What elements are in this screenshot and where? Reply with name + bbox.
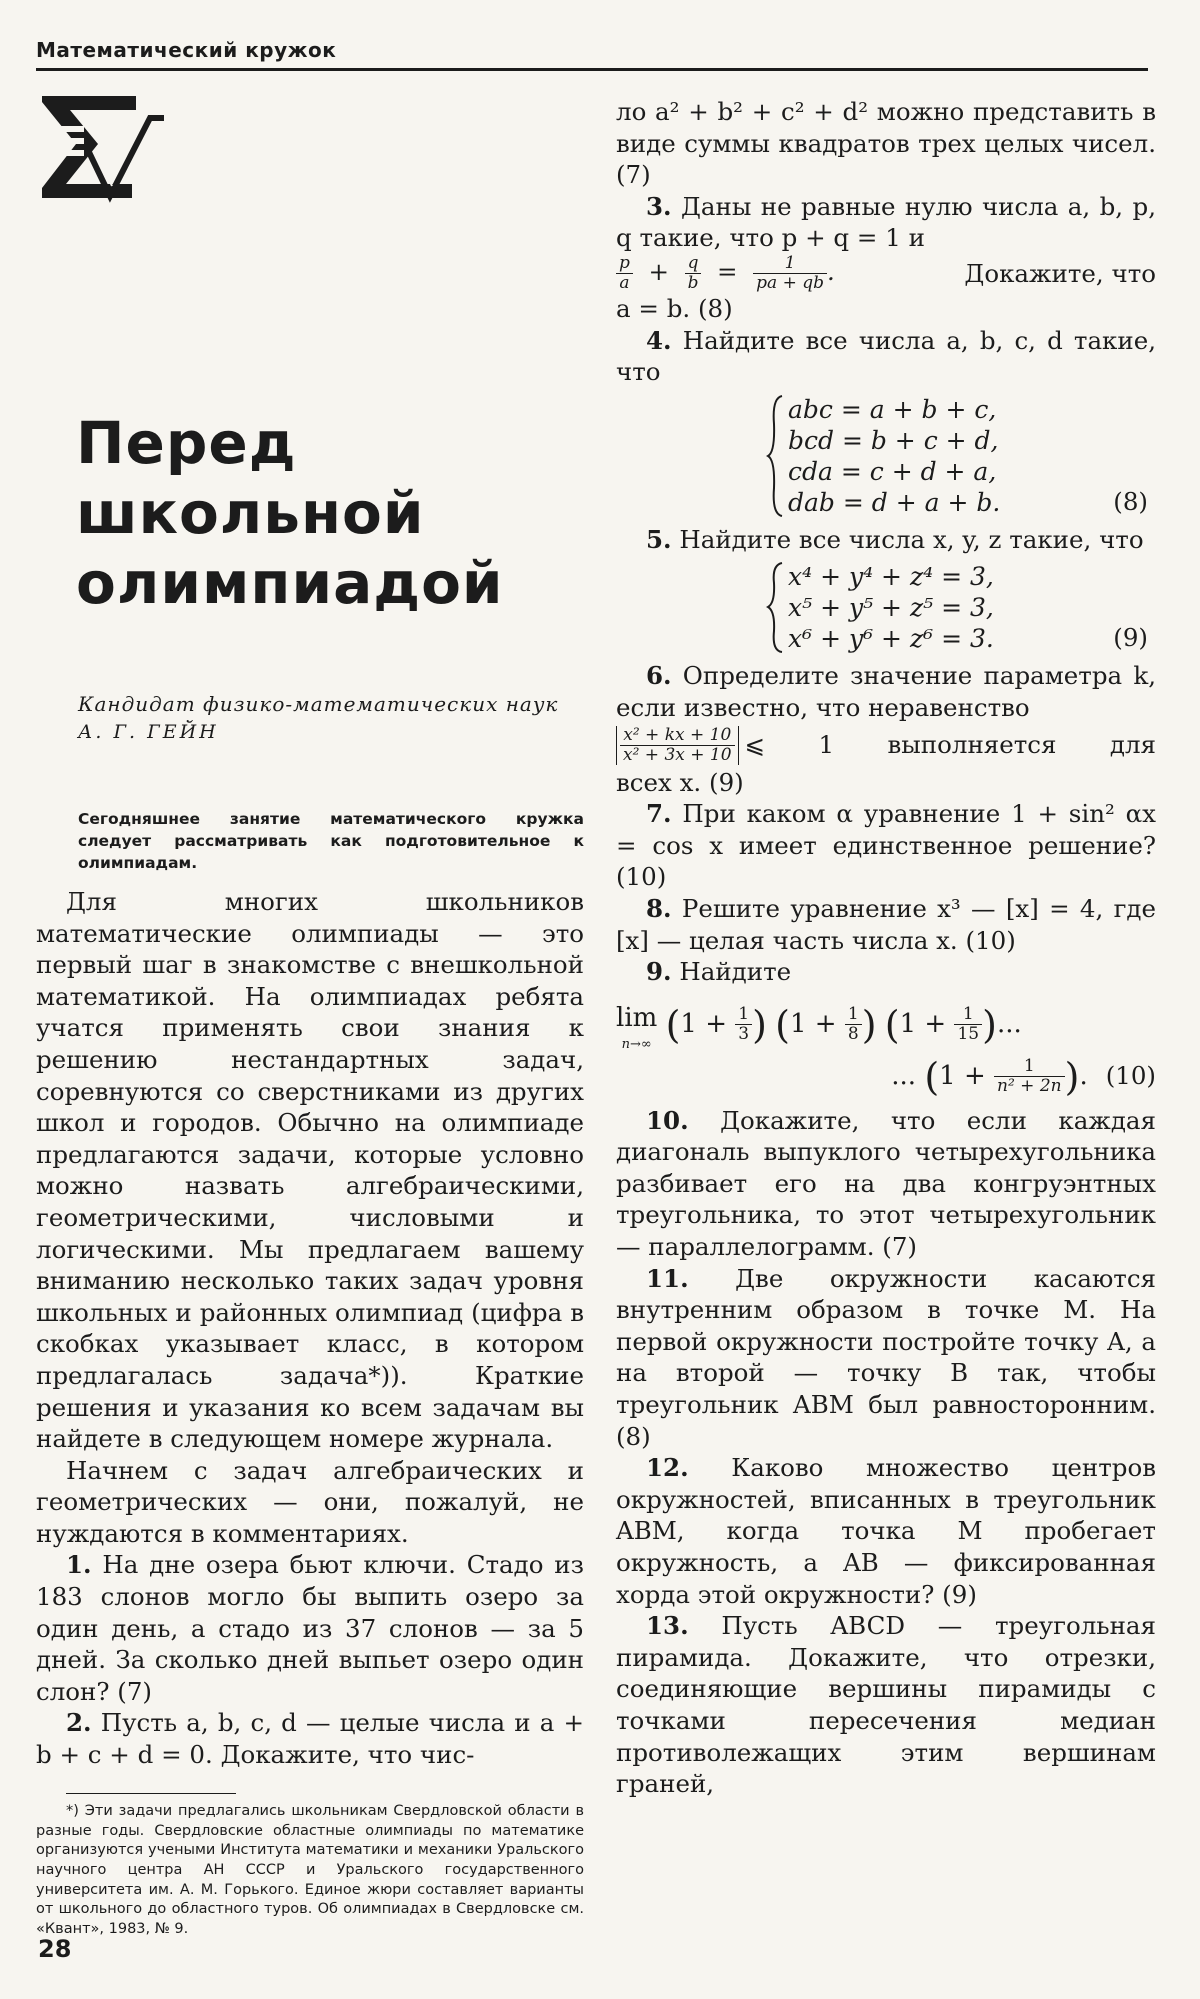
problem-12-text: Каково множество центров окружностей, вписанных в треугольник ABM, когда точка M пробегает окружность, а AB — фиксированная хорда этой окружности? (9) bbox=[616, 1453, 1157, 1609]
problem-10-number: 10. bbox=[646, 1105, 689, 1135]
frac-1-over-pa-qb: $\frac{1}{pa + qb}$ bbox=[753, 254, 827, 293]
problem-3-formula: $\frac{p}{a}$ + $\frac{q}{b}$ = $\frac{1}{pa + qb}$ . Докажите, что bbox=[616, 254, 1156, 293]
problem-6-formula bbox=[616, 726, 1156, 765]
title-line-2: олимпиадой bbox=[76, 549, 504, 617]
system-line: abc = a + b + c, bbox=[788, 394, 997, 424]
problem-12-number: 12. bbox=[646, 1453, 689, 1483]
footnote: *) Эти задачи предлагались школьникам Свердловской области в разные годы. Свердловские областные олимпиады по математике организуются учеными Института математики и механики Уральского научного центра АН СССР и Уральского государственного университета им. А. М. Горького. Единое жюри составляет варианты от школьного до областного туров. Об олимпиадах в Свердловске см. «Квант», 1983, № 9. bbox=[36, 1803, 584, 1937]
problem-10-text: Докажите, что если каждая диагональ выпуклого четырехугольника разбивает его на два конгруэнтных треугольника, то этот четырехугольник — параллелограмм. (7) bbox=[616, 1105, 1156, 1262]
problem-13-text: Пусть ABCD — треугольная пирамида. Докажите, что отрезки, соединяющие вершины пирамиды с точками пересечения медиан противолежащих этим вершинам граней, bbox=[616, 1611, 1156, 1799]
problem-5 bbox=[616, 524, 1156, 556]
problem-1-number: 1. bbox=[66, 1550, 92, 1580]
system-line: cda = c + d + a, bbox=[788, 456, 997, 486]
intro-paragraph-2: Начнем с задач алгебраических и геометрических — они, пожалуй, не нуждаются в комментариях. bbox=[36, 1455, 584, 1548]
problem-4-system bbox=[616, 394, 1156, 518]
problem-3-text-a: Даны не равные нулю числа a, b, p, q такие, что p + q = 1 и bbox=[616, 191, 1156, 253]
problem-9 bbox=[616, 956, 1156, 988]
system-line: x⁶ + y⁶ + z⁶ = 3. bbox=[788, 624, 994, 654]
lim-operator: lim n→∞ bbox=[616, 1002, 658, 1052]
problem-4 bbox=[616, 325, 1156, 388]
problem-7-number: 7. bbox=[646, 799, 672, 829]
intro-paragraph-1: Для многих школьников математические олимпиады — это первый шаг в знакомстве с внешкольной математикой. На олимпиадах ребята учатся применять свои знания к решению нестандартных задач, соревнуются со сверстниками из других школ и городов. Обычно на олимпиаде предлагаются задачи, которые условно можно назвать алгебраическими, геометрическими, числовыми и логическими. Мы предлагаем вашему вниманию несколько таких задач уровня школьных и районных олимпиад (цифра в скобках указывает класс, в котором предлагалась задача*)). Краткие решения и указания ко всем задачам вы найдете в следующем номере журнала. bbox=[36, 887, 584, 1454]
brace-icon bbox=[766, 561, 784, 654]
problem-8-text: Решите уравнение x³ — [x] = 4, где [x] — целая часть числа x. (10) bbox=[616, 893, 1156, 955]
lead-paragraph: Сегодняшнее занятие математического кружка следует рассматривать как подготовительное к олимпиадам. bbox=[78, 810, 584, 872]
problem-3 bbox=[616, 191, 1156, 254]
footnote-rule bbox=[66, 1793, 236, 1795]
problem-12 bbox=[616, 1452, 1156, 1610]
problem-5-number: 5. bbox=[646, 524, 672, 554]
problem-2-text-b: ло a² + b² + c² + d² можно представить в виде суммы квадратов трех целых чисел. (7) bbox=[616, 97, 1156, 190]
problem-7-text: При каком α уравнение 1 + sin² αx = cos x имеет единственное решение? (10) bbox=[616, 799, 1156, 892]
problem-8 bbox=[616, 893, 1156, 956]
system-line: bcd = b + c + d, bbox=[788, 425, 999, 455]
header-rule bbox=[36, 68, 1148, 71]
problem-6-number: 6. bbox=[646, 661, 672, 691]
problem-9-text: Найдите bbox=[679, 957, 792, 987]
problem-9-limit-tail: ... (1 + $\frac{1}{\text{n² + 2n}}$ ). (10) bbox=[891, 1054, 1156, 1099]
author-name: А. Г. ГЕЙН bbox=[78, 721, 219, 743]
problem-4-number: 4. bbox=[646, 325, 672, 355]
problem-11-number: 11. bbox=[646, 1263, 689, 1293]
right-column bbox=[616, 96, 1156, 1800]
problem-9-limit: lim n→∞ (1 + $\frac{1}{3}$ ) (1 + $\frac{1}{8}$ ) (1 + $\frac{1}{15}$ )... bbox=[616, 998, 1156, 1052]
page-number: 28 bbox=[38, 1935, 72, 1963]
problem-6 bbox=[616, 660, 1156, 723]
problem-5-text: Найдите все числа x, y, z такие, что bbox=[679, 524, 1144, 554]
problem-6-text-a: Определите значение параметра k, если известно, что неравенство bbox=[616, 661, 1156, 722]
problem-13-number: 13. bbox=[646, 1611, 689, 1641]
problem-9-grade: (10) bbox=[1105, 1060, 1156, 1090]
problem-3-text-b: Докажите, что bbox=[964, 258, 1156, 288]
frac-p-over-a: $\frac{p}{a}$ bbox=[616, 254, 633, 293]
abs-value: $\frac{\text{x² + kx + 10}}{\text{x² + 3x + 10}}$ bbox=[616, 726, 739, 765]
problem-2-number: 2. bbox=[66, 1708, 92, 1738]
left-column bbox=[36, 92, 584, 1939]
problem-3-text-c: a = b. (8) bbox=[616, 293, 733, 323]
brace-icon bbox=[766, 394, 784, 518]
problem-11-text: Две окружности касаются внутренним образом в точке M. На первой окружности постройте точку A, а на второй — точку B так, чтобы треугольник ABM был равносторонним. (8) bbox=[616, 1263, 1156, 1451]
problem-8-number: 8. bbox=[646, 893, 672, 923]
problem-5-system bbox=[616, 561, 1156, 654]
problem-10 bbox=[616, 1105, 1156, 1263]
system-line: x⁵ + y⁵ + z⁵ = 3, bbox=[788, 593, 994, 623]
problem-2 bbox=[36, 1707, 584, 1770]
problem-1-text: На дне озера бьют ключи. Стадо из 183 слонов могло бы выпить озеро за один день, а стадо из 37 слонов — за 5 дней. За сколько дней выпьет озеро один слон? (7) bbox=[36, 1550, 584, 1706]
problem-5-grade: (9) bbox=[1113, 623, 1148, 653]
running-head: Математический кружок bbox=[36, 38, 337, 62]
title-line-1: Перед школьной bbox=[76, 409, 425, 547]
problem-2-text-a: Пусть a, b, c, d — целые числа и a + b + c + d = 0. Докажите, что чис- bbox=[36, 1708, 584, 1770]
system-line: dab = d + a + b. bbox=[788, 487, 1001, 517]
article-title bbox=[76, 408, 584, 618]
author-block bbox=[78, 690, 584, 746]
problem-1 bbox=[36, 1549, 584, 1707]
page-header bbox=[36, 38, 1148, 71]
problem-6-text-b: ⩽ 1 выполняется для bbox=[744, 730, 1156, 760]
frac-q-over-b: $\frac{q}{b}$ bbox=[685, 254, 702, 293]
problem-9-number: 9. bbox=[646, 957, 672, 987]
problem-7 bbox=[616, 798, 1156, 893]
author-credential: Кандидат физико-математических наук bbox=[78, 692, 559, 716]
problem-6-text-c: всех x. (9) bbox=[616, 767, 744, 797]
problem-13 bbox=[616, 1610, 1156, 1800]
sigma-logo-icon bbox=[36, 92, 166, 204]
system-line: x⁴ + y⁴ + z⁴ = 3, bbox=[788, 562, 994, 592]
problem-4-grade: (8) bbox=[1113, 486, 1148, 516]
problem-4-text: Найдите все числа a, b, c, d такие, что bbox=[616, 325, 1156, 387]
problem-3-number: 3. bbox=[646, 191, 672, 221]
problem-11 bbox=[616, 1263, 1156, 1453]
